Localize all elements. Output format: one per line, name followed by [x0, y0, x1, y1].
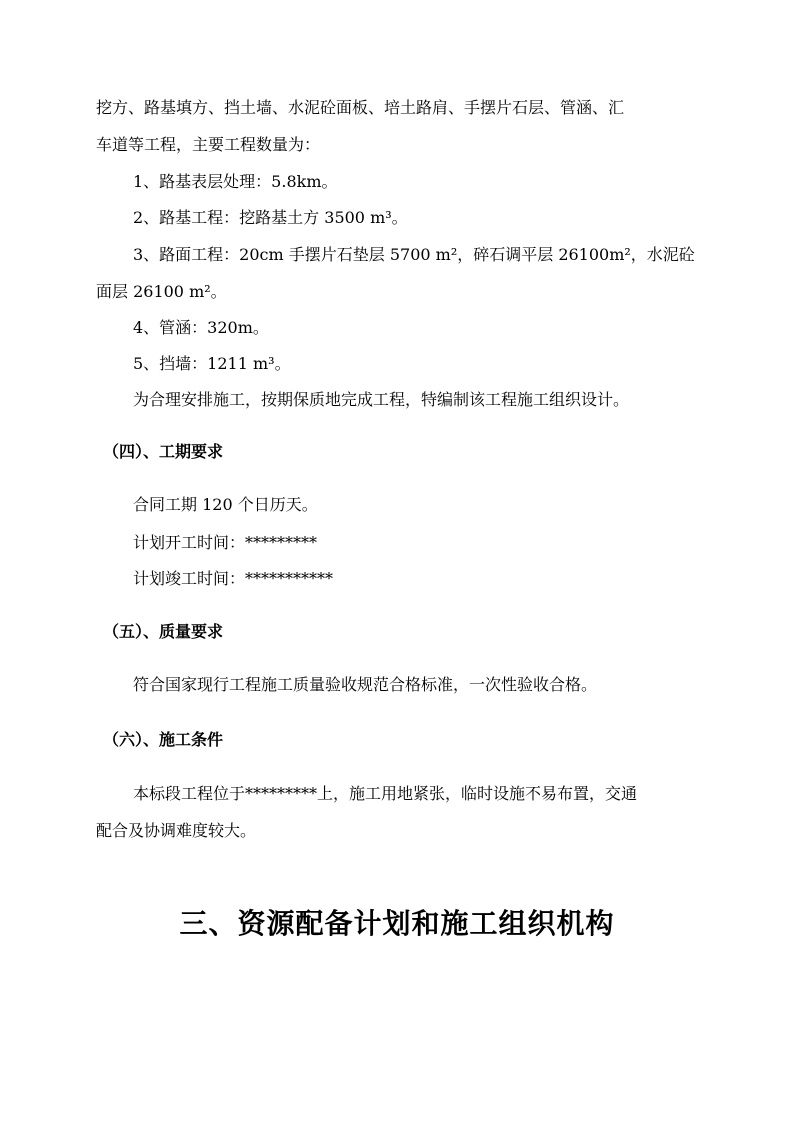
quantity-item-5: 5、挡墙：1211 m³。	[133, 354, 291, 373]
purpose-paragraph: 为合理安排施工，按期保质地完成工程，特编制该工程施工组织设计。	[133, 390, 630, 409]
section-4-line-1: 合同工期 120 个日历天。	[133, 495, 318, 514]
quantity-item-2: 2、路基工程：挖路基土方 3500 m³。	[133, 208, 408, 227]
section-6-heading: （六）、施工条件	[103, 730, 224, 749]
quantity-item-3-continued: 面层 26100 m²。	[96, 282, 227, 301]
chapter-title: 三、资源配备计划和施工组织机构	[179, 907, 615, 940]
section-5-heading: （五）、质量要求	[103, 622, 224, 641]
section-4-heading: （四）、工期要求	[103, 442, 224, 461]
section-5-text: 符合国家现行工程施工质量验收规范合格标准，一次性验收合格。	[133, 675, 598, 694]
section-6-line-2: 配合及协调难度较大。	[96, 821, 257, 840]
quantity-item-1: 1、路基表层处理：5.8km。	[133, 172, 338, 191]
intro-line-2: 车道等工程，主要工程数量为：	[96, 135, 321, 154]
quantity-item-3: 3、路面工程：20cm 手摆片石垫层 5700 m²，碎石调平层 26100m²，水泥砼	[133, 245, 695, 264]
section-4-line-3: 计划竣工时间：***********	[133, 569, 334, 588]
quantity-item-4: 4、管涵：320m。	[133, 318, 269, 337]
section-4-line-2: 计划开工时间：*********	[133, 533, 318, 552]
section-6-line-1: 本标段工程位于*********上，施工用地紧张，临时设施不易布置，交通	[133, 784, 638, 803]
intro-line-1: 挖方、路基填方、挡土墙、水泥砼面板、培土路肩、手摆片石层、管涵、汇	[96, 98, 625, 117]
